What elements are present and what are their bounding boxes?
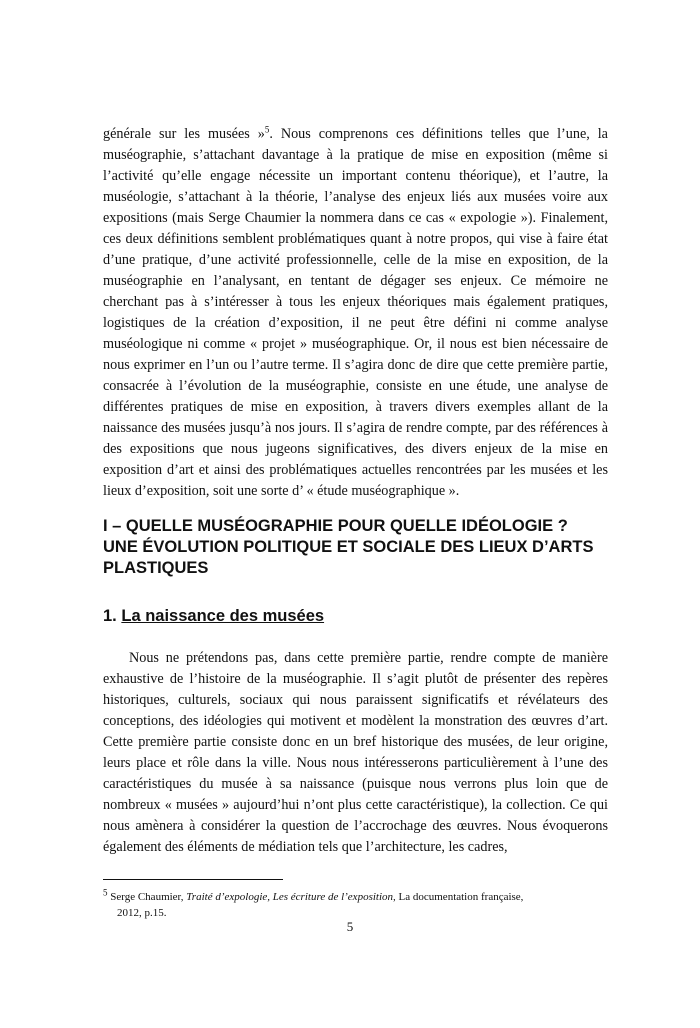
section-heading-line-1: I – QUELLE MUSÉOGRAPHIE POUR QUELLE IDÉOLOGIE ?: [103, 517, 568, 535]
body-paragraph-intro: [103, 124, 608, 502]
footnote-number: 5: [103, 887, 108, 898]
paragraph-text-rest: . Nous comprenons ces définitions telles que l’une, la muséographie, s’attachant davantage à la pratique de mise en exposition (même si l’activité qu’elle engage nécessite un important contenu théorique), et l’autre, la muséologie, s’attachant à la théorie, l’analyse des enjeux liés aux musées voire aux expositions (mais Serge Chaumier la nommera dans ce cas « expologie »). Finalement, ces deux définitions semblent problématiques quant à notre propos, qui vise à faire état d’une pratique, d’une activité professionnelle, celle de la mise en exposition, de la muséographie en l’analysant, en tentant de dégager ses enjeux. Ce mémoire ne cherchant pas à s’intéresser à tous les enjeux théoriques mais également pratiques, logistiques de la création d’exposition, il ne peut être défini ni comme analyse muséologique ni comme « projet » muséographique. Or, il nous est bien nécessaire de nous exprimer en l’un ou l’autre terme. Il s’agira donc de dire que cette première partie, consacrée à l’évolution de la muséographie, consiste en une étude, une analyse de différentes pratiques de mise en exposition, à travers divers exemples allant de la naissance des musées jusqu’à nos jours. Il s’agira de rendre compte, par des références à des expositions que nous jugeons significatives, des divers enjeux de la mise en exposition d’art et ainsi des problématiques actuelles rencontrées par les musées et les lieux d’exposition, soit une sorte d’ « étude muséographique ».: [103, 126, 608, 499]
footnote-author: Serge Chaumier,: [110, 891, 184, 903]
footnote: [103, 889, 608, 921]
paragraph-text-start: générale sur les musées »: [103, 126, 265, 142]
section-heading-line-2: UNE ÉVOLUTION POLITIQUE ET SOCIALE DES LIEUX D’ARTS: [103, 538, 594, 556]
body-paragraph-history: Nous ne prétendons pas, dans cette première partie, rendre compte de manière exhaustive de l’histoire de la muséographie. Il s’agit plutôt de présenter des repères historiques, culturels, sociaux qui nous paraissent significatifs et révélateurs des conceptions, des idéologies qui motivent et modèlent la monstration des œuvres d’art. Cette première partie consiste donc en un bref historique des musées, de leur origine, leurs place et rôle dans la ville. Nous nous intéresserons particulièrement à l’une des caractéristiques du musée à sa naissance (puisque nous verrons plus loin que de nombreux « musées » aujourd’hui n’ont plus cette caractéristique), la collection. Ce qui nous amènera à considérer la question de l’accrochage des œuvres. Nous évoquerons également des éléments de médiation tels que l’architecture, les cadres,: [103, 650, 608, 855]
footnote-publisher: La documentation française,: [398, 891, 524, 903]
section-heading-line-3: PLASTIQUES: [103, 559, 209, 577]
footnote-title: Traité d’expologie, Les écriture de l’exposition,: [186, 891, 396, 903]
subsection-title: La naissance des musées: [121, 607, 325, 625]
page-number: 5: [346, 919, 354, 934]
footnote-reference[interactable]: 5: [264, 124, 270, 135]
footnote-year-pages: 2012, p.15.: [117, 907, 167, 919]
subsection-number: 1.: [103, 607, 117, 625]
footnote-divider: [103, 879, 283, 880]
subsection-heading: [103, 605, 324, 627]
section-heading: [103, 516, 623, 579]
